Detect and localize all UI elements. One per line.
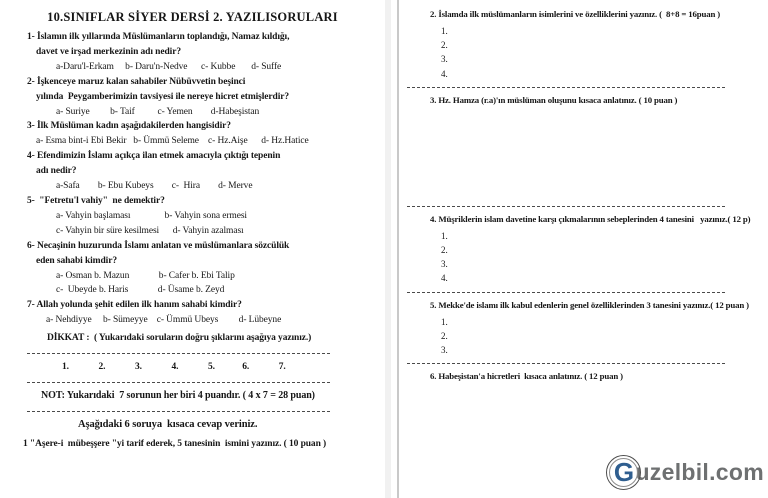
answer-blank-number: 2. [441, 330, 448, 341]
answer-blank-number: 4. [441, 273, 448, 284]
dashed-divider [27, 411, 330, 412]
dashed-divider [27, 353, 330, 354]
not-scoring-note: NOT: Yukarıdaki 7 sorunun her biri 4 puandır. ( 4 x 7 = 28 puan) [41, 389, 315, 401]
short-question-1: 1 "Aşere-i mübeşşere "yi tarif ederek, 5 tanesinin ismini yazınız. ( 10 puan ) [23, 438, 327, 449]
answer-numbers-row: 1. 2. 3. 4. 5. 6. 7. [62, 362, 286, 373]
question-1-line-2: davet ve irşad merkezinin adı nedir? [36, 46, 181, 57]
question-4-line-1: 4- Efendimizin İslamı açıkça ilan etmek amacıyla çıktığı tepenin [27, 151, 281, 162]
question-3-line-1: 3- İlk Müslüman kadın aşağıdakilerden hangisidir? [27, 121, 231, 132]
dashed-divider [27, 382, 330, 383]
answer-blank-number: 2. [441, 245, 448, 256]
answer-blank-number: 4. [441, 68, 448, 79]
question-3-options: a- Esma bint-i Ebi Bekir b- Ümmü Seleme c- Hz.Aişe d- Hz.Hatice [36, 136, 309, 147]
question-1-line-1: 1- İslamın ilk yıllarında Müslümanların toplandığı, Namaz kıldığı, [27, 32, 290, 42]
answer-blank-number: 3. [441, 54, 448, 65]
question-4-options: a-Safa b- Ebu Kubeys c- Hira d- Merve [56, 181, 253, 192]
page-title: 10.SINIFLAR SİYER DERSİ 2. YAZILISORULARI [47, 10, 338, 24]
short-question-6: 6. Habeşistan'a hicretleri kısaca anlatınız. ( 12 puan ) [430, 371, 623, 382]
question-4-line-2: adı nedir? [36, 166, 77, 177]
answer-blank-number: 2. [441, 40, 448, 51]
answer-blank-number: 1. [441, 230, 448, 241]
question-6-options-row-1: a- Osman b. Mazun b- Cafer b. Ebi Talip [56, 270, 235, 281]
dikkat-note: DİKKAT : ( Yukarıdaki soruların doğru şıklarını aşağıya yazınız.) [47, 333, 312, 344]
dashed-divider [407, 206, 725, 207]
question-6-line-1: 6- Necaşinin huzurunda İslamı anlatan ve müslümanlara sözcülük [27, 240, 290, 251]
exam-page-2 [399, 0, 768, 498]
dashed-divider [407, 87, 725, 88]
question-5-line-1: 5- "Fetretu'l vahiy" ne demektir? [27, 195, 165, 206]
guzelbil-logo [606, 455, 764, 490]
question-1-options: a-Daru'l-Erkam b- Daru'n-Nedve c- Kubbe d- Suffe [56, 61, 282, 72]
section-2-subheader: Aşağıdaki 6 soruya kısaca cevap veriniz. [78, 418, 258, 430]
short-question-4: 4. Müşriklerin islam davetine karşı çıkmalarının sebeplerinden 4 tanesini yazınız.( 12 p) [430, 213, 751, 224]
question-6-options-row-2: c- Ubeyde b. Haris d- Üsame b. Zeyd [56, 285, 225, 296]
question-2-options: a- Suriye b- Taif c- Yemen d-Habeşistan [56, 106, 260, 117]
short-question-5: 5. Mekke'de islamı ilk kabul edenlerin genel özelliklerinden 3 tanesini yazınız.( 12 puan ) [430, 299, 749, 310]
question-7-options: a- Nehdiyye b- Sümeyye c- Ümmü Ubeys d- Lübeyne [46, 315, 282, 326]
answer-blank-number: 1. [441, 316, 448, 327]
answer-blank-number: 3. [441, 345, 448, 356]
dashed-divider [407, 292, 725, 293]
question-5-options-row-2: c- Vahyin bir süre kesilmesi d- Vahyin azalması [56, 225, 244, 236]
logo-text: uzelbil.com [635, 459, 764, 485]
answer-space [399, 107, 768, 200]
logo-letter-g: G [613, 456, 635, 487]
short-question-3: 3. Hz. Hamza (r.a)'ın müslüman oluşunu kısaca anlatınız. ( 10 puan ) [430, 94, 678, 105]
question-2-line-2: yılında Peygamberimizin tavsiyesi ile nereye hicret etmişlerdir? [36, 91, 290, 102]
question-5-options-row-1: a- Vahyin başlaması b- Vahyin sona ermesi [56, 210, 247, 221]
page-gap-strip [385, 0, 391, 498]
short-question-2: 2. İslamda ilk müslümanların isimlerini ve özelliklerini yazınız. ( 8+8 = 16puan ) [430, 9, 721, 19]
answer-blank-number: 1. [441, 26, 448, 36]
question-2-line-1: 2- İşkenceye maruz kalan sahabiler Nübüvvetin beşinci [27, 76, 246, 87]
dashed-divider [407, 363, 725, 364]
answer-blank-number: 3. [441, 259, 448, 270]
question-6-line-2: eden sahabi kimdir? [36, 255, 117, 266]
question-7-line-1: 7- Allah yolunda şehit edilen ilk hanım sahabi kimdir? [27, 300, 242, 311]
